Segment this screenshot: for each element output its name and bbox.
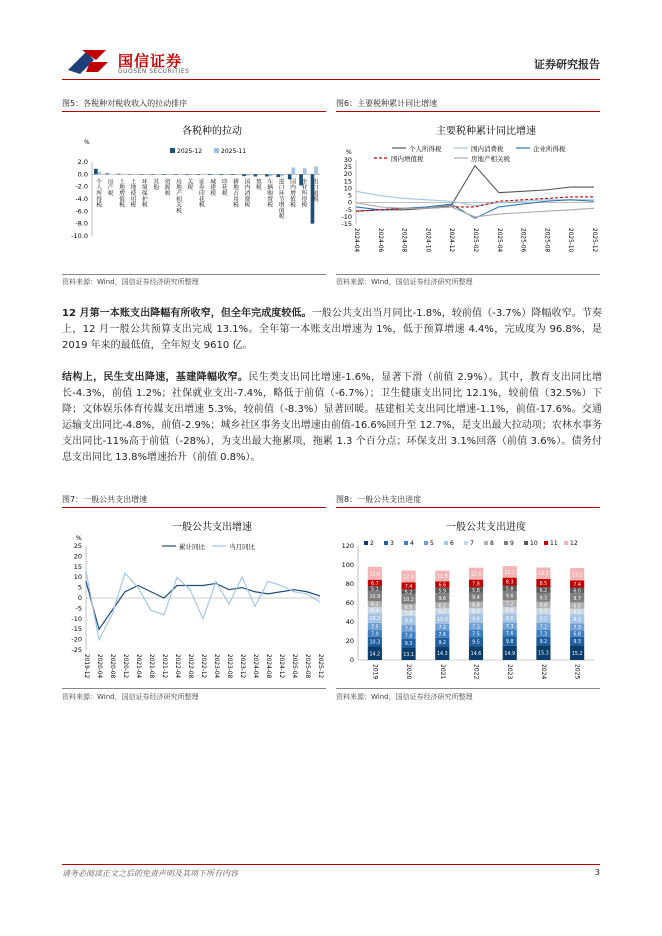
y-tick-label: 0 (347, 198, 352, 207)
y-tick-label: -10 (341, 212, 352, 221)
y-tick-label: -25 (71, 646, 82, 654)
x-tick-label: 房产税 (106, 178, 113, 196)
x-tick-label: 2022-08 (187, 654, 193, 679)
bar (269, 174, 273, 176)
x-tick-label: 2025-06 (519, 228, 526, 253)
x-tick-label: 国内增值税 (288, 178, 295, 208)
data-label: 6.8 (472, 603, 480, 609)
y-tick-label: 25 (343, 163, 352, 172)
paragraph-2 (62, 370, 602, 466)
y-tick-label: 10 (343, 184, 352, 193)
x-tick-label: 2024-04 (252, 654, 258, 679)
data-label: 15.2 (571, 651, 583, 657)
legend-swatch (564, 541, 568, 545)
y-tick-label: 20 (343, 170, 352, 179)
data-label: 6.2 (573, 610, 581, 616)
fig8-chart (336, 510, 600, 686)
y-tick-label: -15 (341, 220, 352, 228)
fig6-caption: 图6：主要税种累计同比增速 (336, 99, 438, 108)
y-tick-label: 120 (341, 542, 354, 550)
logo-subtext: GUOSEN SECURITIES (118, 68, 190, 75)
x-tick-label: 国内消费税 (242, 178, 249, 208)
bar (197, 174, 201, 175)
x-tick-label: 2025-04 (495, 228, 502, 253)
data-label: 9.2 (539, 617, 548, 623)
series-line (86, 571, 320, 640)
x-tick-label: 个人所得税 (94, 178, 101, 208)
y-tick-label: 100 (341, 561, 354, 569)
series-line (356, 191, 594, 205)
bar (189, 174, 193, 175)
fig5-chart (62, 114, 326, 274)
legend-label: 10 (530, 540, 538, 547)
x-tick-label: 房地产相关税 (174, 178, 181, 214)
data-label: 10.9 (369, 595, 381, 601)
data-label: 5.1 (371, 587, 379, 593)
bar (140, 174, 144, 175)
y-tick-label: -4.0 (75, 195, 88, 203)
bar (185, 174, 189, 175)
data-label: 9.4 (472, 596, 480, 602)
x-tick-label: 证券印花税 (197, 178, 204, 208)
fig8-source-line (336, 688, 600, 689)
chart-title: 各税种的拉动 (182, 126, 242, 137)
y-tick-label: 5 (77, 583, 82, 592)
x-tick-label: 2021-08 (148, 654, 154, 679)
data-label: 10.2 (403, 598, 414, 604)
y-tick-label: 15 (73, 562, 82, 571)
data-label: 5.2 (404, 590, 413, 596)
legend-swatch (444, 541, 448, 545)
data-label: 5.8 (505, 587, 514, 593)
bar (246, 174, 250, 175)
data-label: 6.2 (438, 610, 447, 616)
x-tick-label: 进口环节增值税 (277, 178, 284, 219)
legend-label: 9 (510, 540, 514, 547)
x-tick-label: 2024-12 (278, 654, 284, 679)
x-tick-label: 2025-08 (304, 654, 310, 679)
x-tick-label: 2020-08 (109, 654, 115, 679)
bar (143, 174, 147, 175)
series-line (356, 197, 594, 211)
data-label: 9.6 (505, 594, 514, 600)
y-tick-label: -8.0 (75, 219, 88, 228)
bar (212, 174, 216, 175)
y-tick-label: 20 (345, 637, 354, 645)
data-label: 8.3 (505, 580, 514, 586)
y-tick-label: 2.0 (77, 158, 88, 166)
fig7-source-line (62, 688, 326, 689)
fig5-source-line (62, 274, 326, 275)
data-label: 6.8 (539, 603, 548, 609)
bar (200, 174, 204, 175)
unit-label: % (84, 139, 90, 146)
data-label: 14.9 (504, 651, 516, 657)
fig8-caption-line (336, 507, 600, 508)
x-tick-label: 2024-10 (424, 228, 431, 253)
data-label: 12.4 (403, 575, 414, 581)
bar (151, 174, 155, 175)
x-tick-label: 2025 (573, 664, 581, 680)
bar (292, 168, 296, 175)
paragraph-1 (62, 306, 602, 354)
legend-label: 个人所得税 (409, 145, 442, 153)
fig6-source: 资料来源：Wind，国信证券经济研究所整理 (336, 278, 473, 286)
x-tick-label: 2025-12 (317, 654, 323, 679)
legend-label: 国内增值税 (391, 155, 424, 163)
bar (254, 174, 258, 176)
fig6-source-line (336, 274, 600, 275)
data-label: 5.9 (404, 611, 413, 617)
data-label: 9.3 (404, 642, 413, 648)
legend-swatch (544, 541, 548, 545)
data-label: 7.5 (371, 625, 379, 631)
y-tick-label: 0.0 (77, 170, 88, 179)
bar (94, 169, 98, 175)
legend-swatch (170, 148, 175, 153)
data-label: 9.7 (573, 596, 581, 602)
fig6-chart (336, 114, 600, 274)
x-tick-label: 车辆购置税 (265, 178, 272, 208)
data-label: 9.6 (472, 617, 480, 623)
x-tick-label: 2021-04 (135, 654, 141, 679)
chart-title: 一般公共支出增速 (172, 522, 252, 533)
fig5-caption-line (62, 111, 326, 112)
data-label: 7.3 (505, 624, 514, 630)
paragraph-2-body: 民生类支出同比增速-1.6%，显著下滑（前值 2.9%）。其中，教育支出同比增长-4.3%，前值 1.2%；社保就业支出-7.4%，略低于前值（-6.7%）；卫生健康支出同比 12.1%，较前值（32.5%）下降；文体娱乐体育传媒支出增速 5.3%，较前值（-8.3%）显著回暖。基建相关支出同比增速-1.1%，前值-17.6%。交通运输支出同比-4.8%，前值-2.9%；城乡社区事务支出增速由前值-16.6%回升至 12.7%，是支出最大拉动项；农林水事务支出同比-11%高于前值（-28%），为支出最大拖累项，拖累 1.3 个百分点；环保支出 3.1%回落（前值 3.6%）。债务付息支出同比 13.8%增速抬升（前值 0.8%）。 (62, 372, 602, 463)
x-tick-label: 2023 (506, 664, 514, 680)
data-label: 7.0 (371, 632, 379, 638)
data-label: 9.3 (573, 617, 581, 623)
x-tick-label: 2025-02 (472, 228, 478, 253)
legend-label: 2025-11 (221, 148, 247, 155)
y-tick-label: 5 (347, 191, 352, 200)
bar (166, 174, 170, 175)
footer-divider (62, 864, 600, 865)
legend-swatch (214, 148, 219, 153)
y-tick-label: -6.0 (75, 207, 88, 216)
x-tick-label: 耕地占用税 (231, 178, 238, 208)
series-line (356, 166, 594, 212)
paragraph-1-body: 一般公共支出当月同比-1.8%，较前值（-3.7%）降幅收窄。节奏上，12 月一般公共预算支出完成 13.1%。全年第一本账支出增速为 1%，低于预算增速 4.4%，完成度为 96.8%，是 2019 年来的最低值，全年短支 9610 亿。 (62, 308, 602, 351)
x-tick-label: 关税 (185, 178, 192, 190)
x-tick-label: 2024-12 (448, 228, 455, 253)
data-label: 12.6 (470, 572, 482, 578)
legend-swatch (404, 541, 408, 545)
bar (242, 174, 246, 176)
x-tick-label: 2020 (405, 664, 413, 680)
x-tick-label: 2021-12 (161, 654, 167, 679)
fig7-caption: 图7：一般公共支出增速 (62, 495, 148, 504)
data-label: 7.6 (505, 631, 514, 637)
data-label: 6.5 (573, 604, 581, 610)
bar (257, 174, 261, 175)
data-label: 6.2 (438, 604, 447, 610)
data-label: 5.8 (472, 588, 480, 594)
x-tick-label: 印花税 (220, 178, 227, 196)
y-tick-label: 30 (343, 156, 352, 164)
x-tick-label: 2024 (539, 664, 547, 680)
fig7-source: 资料来源：Wind，国信证券经济研究所整理 (62, 693, 199, 701)
x-tick-label: 2020-12 (122, 654, 128, 679)
data-label: 6.3 (472, 609, 480, 615)
bar (223, 174, 227, 175)
unit-label: % (346, 149, 352, 156)
legend-swatch (384, 541, 388, 545)
bar (121, 174, 125, 175)
data-label: 9.8 (404, 619, 413, 625)
x-tick-label: 2019 (371, 664, 379, 680)
y-tick-label: 0 (349, 656, 354, 664)
header-divider (62, 79, 600, 80)
page-number: 3 (594, 868, 600, 877)
data-label: 9.5 (472, 640, 480, 646)
y-tick-label: 0 (77, 594, 82, 602)
bar (162, 174, 166, 175)
data-label: 7.2 (438, 626, 447, 632)
bar (208, 174, 212, 175)
legend-swatch (464, 541, 468, 545)
bar (265, 174, 269, 176)
fig7-caption-line (62, 507, 326, 508)
data-label: 14.3 (436, 652, 448, 658)
bar (178, 174, 182, 175)
data-label: 9.2 (539, 640, 548, 646)
data-label: 15.3 (538, 651, 549, 657)
legend-label: 4 (410, 540, 414, 547)
series-line (86, 581, 320, 629)
bar (280, 174, 284, 176)
bar (235, 174, 239, 175)
data-label: 7.2 (539, 625, 548, 631)
bar (128, 174, 132, 175)
y-tick-label: 80 (345, 580, 354, 588)
data-label: 7.4 (404, 584, 413, 590)
y-tick-label: -10 (71, 614, 82, 623)
data-label: 7.3 (573, 625, 581, 631)
x-tick-label: 2022 (472, 664, 480, 680)
x-tick-label: 2023-12 (239, 654, 245, 679)
x-tick-label: 2024-04 (353, 228, 359, 253)
legend-label: 企业所得税 (533, 145, 566, 153)
data-label: 7.3 (472, 625, 480, 631)
fig5-caption: 图5：各税种对税收收入的拉动排序 (62, 99, 188, 108)
data-label: 5.9 (438, 589, 447, 595)
legend-label: 累计同比 (179, 543, 205, 551)
paragraph-1-lead: 12 月第一本账支出降幅有所收窄，但全年完成度较低。 (62, 308, 312, 319)
paragraph-2-lead: 结构上，民生支出降速，基建降幅收窄。 (62, 372, 249, 383)
x-tick-label: 土地使用税 (128, 178, 135, 208)
data-label: 13.6 (369, 572, 381, 578)
y-tick-label: -10.0 (71, 232, 88, 240)
data-label: 11.3 (436, 574, 448, 580)
x-tick-label: 出口退税 (311, 178, 318, 202)
data-label: 6.6 (505, 609, 514, 615)
x-tick-label: 2023-04 (213, 654, 219, 679)
legend-label: 国内消费税 (471, 145, 504, 153)
data-label: 10.3 (369, 640, 381, 646)
x-tick-label: 土地增值税 (117, 178, 124, 208)
data-label: 6.3 (539, 610, 548, 616)
legend-label: 3 (390, 540, 394, 547)
x-tick-label: 城建税 (208, 178, 215, 196)
y-tick-label: -15 (71, 625, 82, 634)
y-tick-label: -20 (71, 635, 82, 644)
x-tick-label: 2025-04 (291, 654, 297, 679)
bar (109, 174, 113, 175)
data-label: 7.3 (539, 632, 548, 638)
x-tick-label: 2024-06 (376, 228, 383, 253)
bar (231, 174, 235, 175)
bar (303, 168, 307, 174)
bar (98, 172, 102, 174)
legend-label: 12 (570, 540, 578, 547)
x-tick-label: 2024-08 (400, 228, 407, 253)
x-tick-label: 资源税 (163, 178, 170, 196)
data-label: 6.4 (371, 609, 379, 615)
legend-label: 房地产相关税 (471, 155, 510, 163)
data-label: 7.5 (472, 632, 480, 638)
legend-label: 2025-12 (177, 148, 203, 155)
data-label: 13.1 (571, 573, 583, 579)
x-tick-label: 2021 (438, 664, 446, 680)
data-label: 13.1 (403, 652, 414, 658)
x-tick-label: 企业所得税 (299, 178, 306, 208)
data-label: 7.4 (404, 627, 413, 633)
y-tick-label: 25 (73, 542, 82, 550)
bar (314, 166, 318, 174)
legend-label: 11 (550, 540, 558, 547)
bar (219, 174, 223, 175)
data-label: 12.1 (538, 572, 549, 578)
chart-title: 一般公共支出进度 (446, 522, 526, 533)
x-tick-label: 2020-04 (96, 654, 102, 679)
data-label: 6.6 (438, 583, 447, 589)
y-tick-label: 20 (73, 552, 82, 561)
data-label: 9.6 (438, 596, 447, 602)
data-label: 6.7 (371, 581, 379, 587)
x-tick-label: 2024-08 (265, 654, 271, 679)
data-label: 8.5 (539, 582, 548, 588)
y-tick-label: 10 (73, 573, 82, 582)
x-tick-label: 2023-08 (226, 654, 232, 679)
x-tick-label: 环境保护税 (140, 178, 147, 208)
legend-swatch (524, 541, 528, 545)
data-label: 14.2 (369, 652, 381, 658)
y-tick-label: -5 (345, 205, 352, 214)
legend-swatch (504, 541, 508, 545)
x-tick-label: 其他 (151, 178, 158, 190)
data-label: 9.3 (539, 596, 548, 602)
data-label: 7.2 (505, 602, 514, 608)
data-label: 6.2 (539, 588, 548, 594)
legend-label: 当月同比 (229, 543, 255, 551)
y-tick-label: 15 (343, 177, 352, 186)
y-tick-label: -2.0 (75, 182, 88, 191)
x-tick-label: 2025-12 (591, 228, 597, 253)
x-tick-label: 2022-04 (174, 654, 180, 679)
disclaimer: 请务必阅读正文之后的免责声明及其项下所有内容 (62, 869, 238, 878)
report-type: 证券研究报告 (534, 58, 600, 71)
data-label: 6.8 (573, 632, 581, 638)
fig8-source: 资料来源：Wind，国信证券经济研究所整理 (336, 693, 473, 701)
data-label: 9.2 (438, 641, 447, 647)
data-label: 9.6 (505, 616, 514, 622)
fig7-chart (62, 510, 326, 686)
bar (174, 174, 178, 175)
data-label: 7.0 (404, 634, 413, 640)
data-label: 9.8 (505, 640, 514, 646)
data-label: 6.0 (573, 589, 581, 595)
legend-label: 6 (450, 540, 454, 547)
x-tick-label: 2022-12 (200, 654, 206, 679)
bar (117, 174, 121, 175)
data-label: 7.6 (438, 633, 447, 639)
data-label: 10.3 (369, 617, 381, 623)
data-label: 14.6 (470, 652, 482, 658)
data-label: 7.8 (472, 582, 480, 588)
data-label: 12.1 (504, 570, 516, 576)
legend-label: 7 (470, 540, 474, 547)
legend-swatch (364, 541, 368, 545)
guosen-logo-icon (66, 46, 114, 76)
y-tick-label: 60 (345, 599, 354, 607)
y-tick-label: -5 (75, 604, 82, 613)
chart-title: 主要税种累计同比增速 (436, 126, 536, 137)
data-label: 10.0 (436, 617, 448, 623)
bar (132, 174, 136, 175)
data-label: 6.5 (404, 606, 413, 612)
data-label: 7.4 (573, 583, 581, 588)
fig8-caption: 图8：一般公共支出进度 (336, 495, 422, 504)
x-tick-label: 契税 (254, 178, 261, 190)
bar (276, 174, 280, 177)
y-tick-label: 40 (345, 618, 354, 626)
x-tick-label: 2025-08 (543, 228, 550, 253)
data-label: 9.3 (573, 640, 581, 646)
x-tick-label: 2025-10 (567, 228, 574, 253)
legend-label: 2 (370, 540, 374, 547)
legend-swatch (424, 541, 428, 545)
legend-label: 5 (430, 540, 434, 547)
legend-label: 8 (490, 540, 494, 547)
fig5-source: 资料来源：Wind，国信证券经济研究所整理 (62, 278, 199, 286)
x-tick-label: 2019-12 (83, 654, 89, 679)
fig6-caption-line (336, 111, 600, 112)
bar (155, 174, 159, 175)
bar (105, 173, 109, 174)
logo-text: 国信证券 (118, 52, 183, 70)
legend-swatch (484, 541, 488, 545)
unit-label: % (76, 535, 82, 542)
data-label: 6.1 (371, 603, 379, 609)
